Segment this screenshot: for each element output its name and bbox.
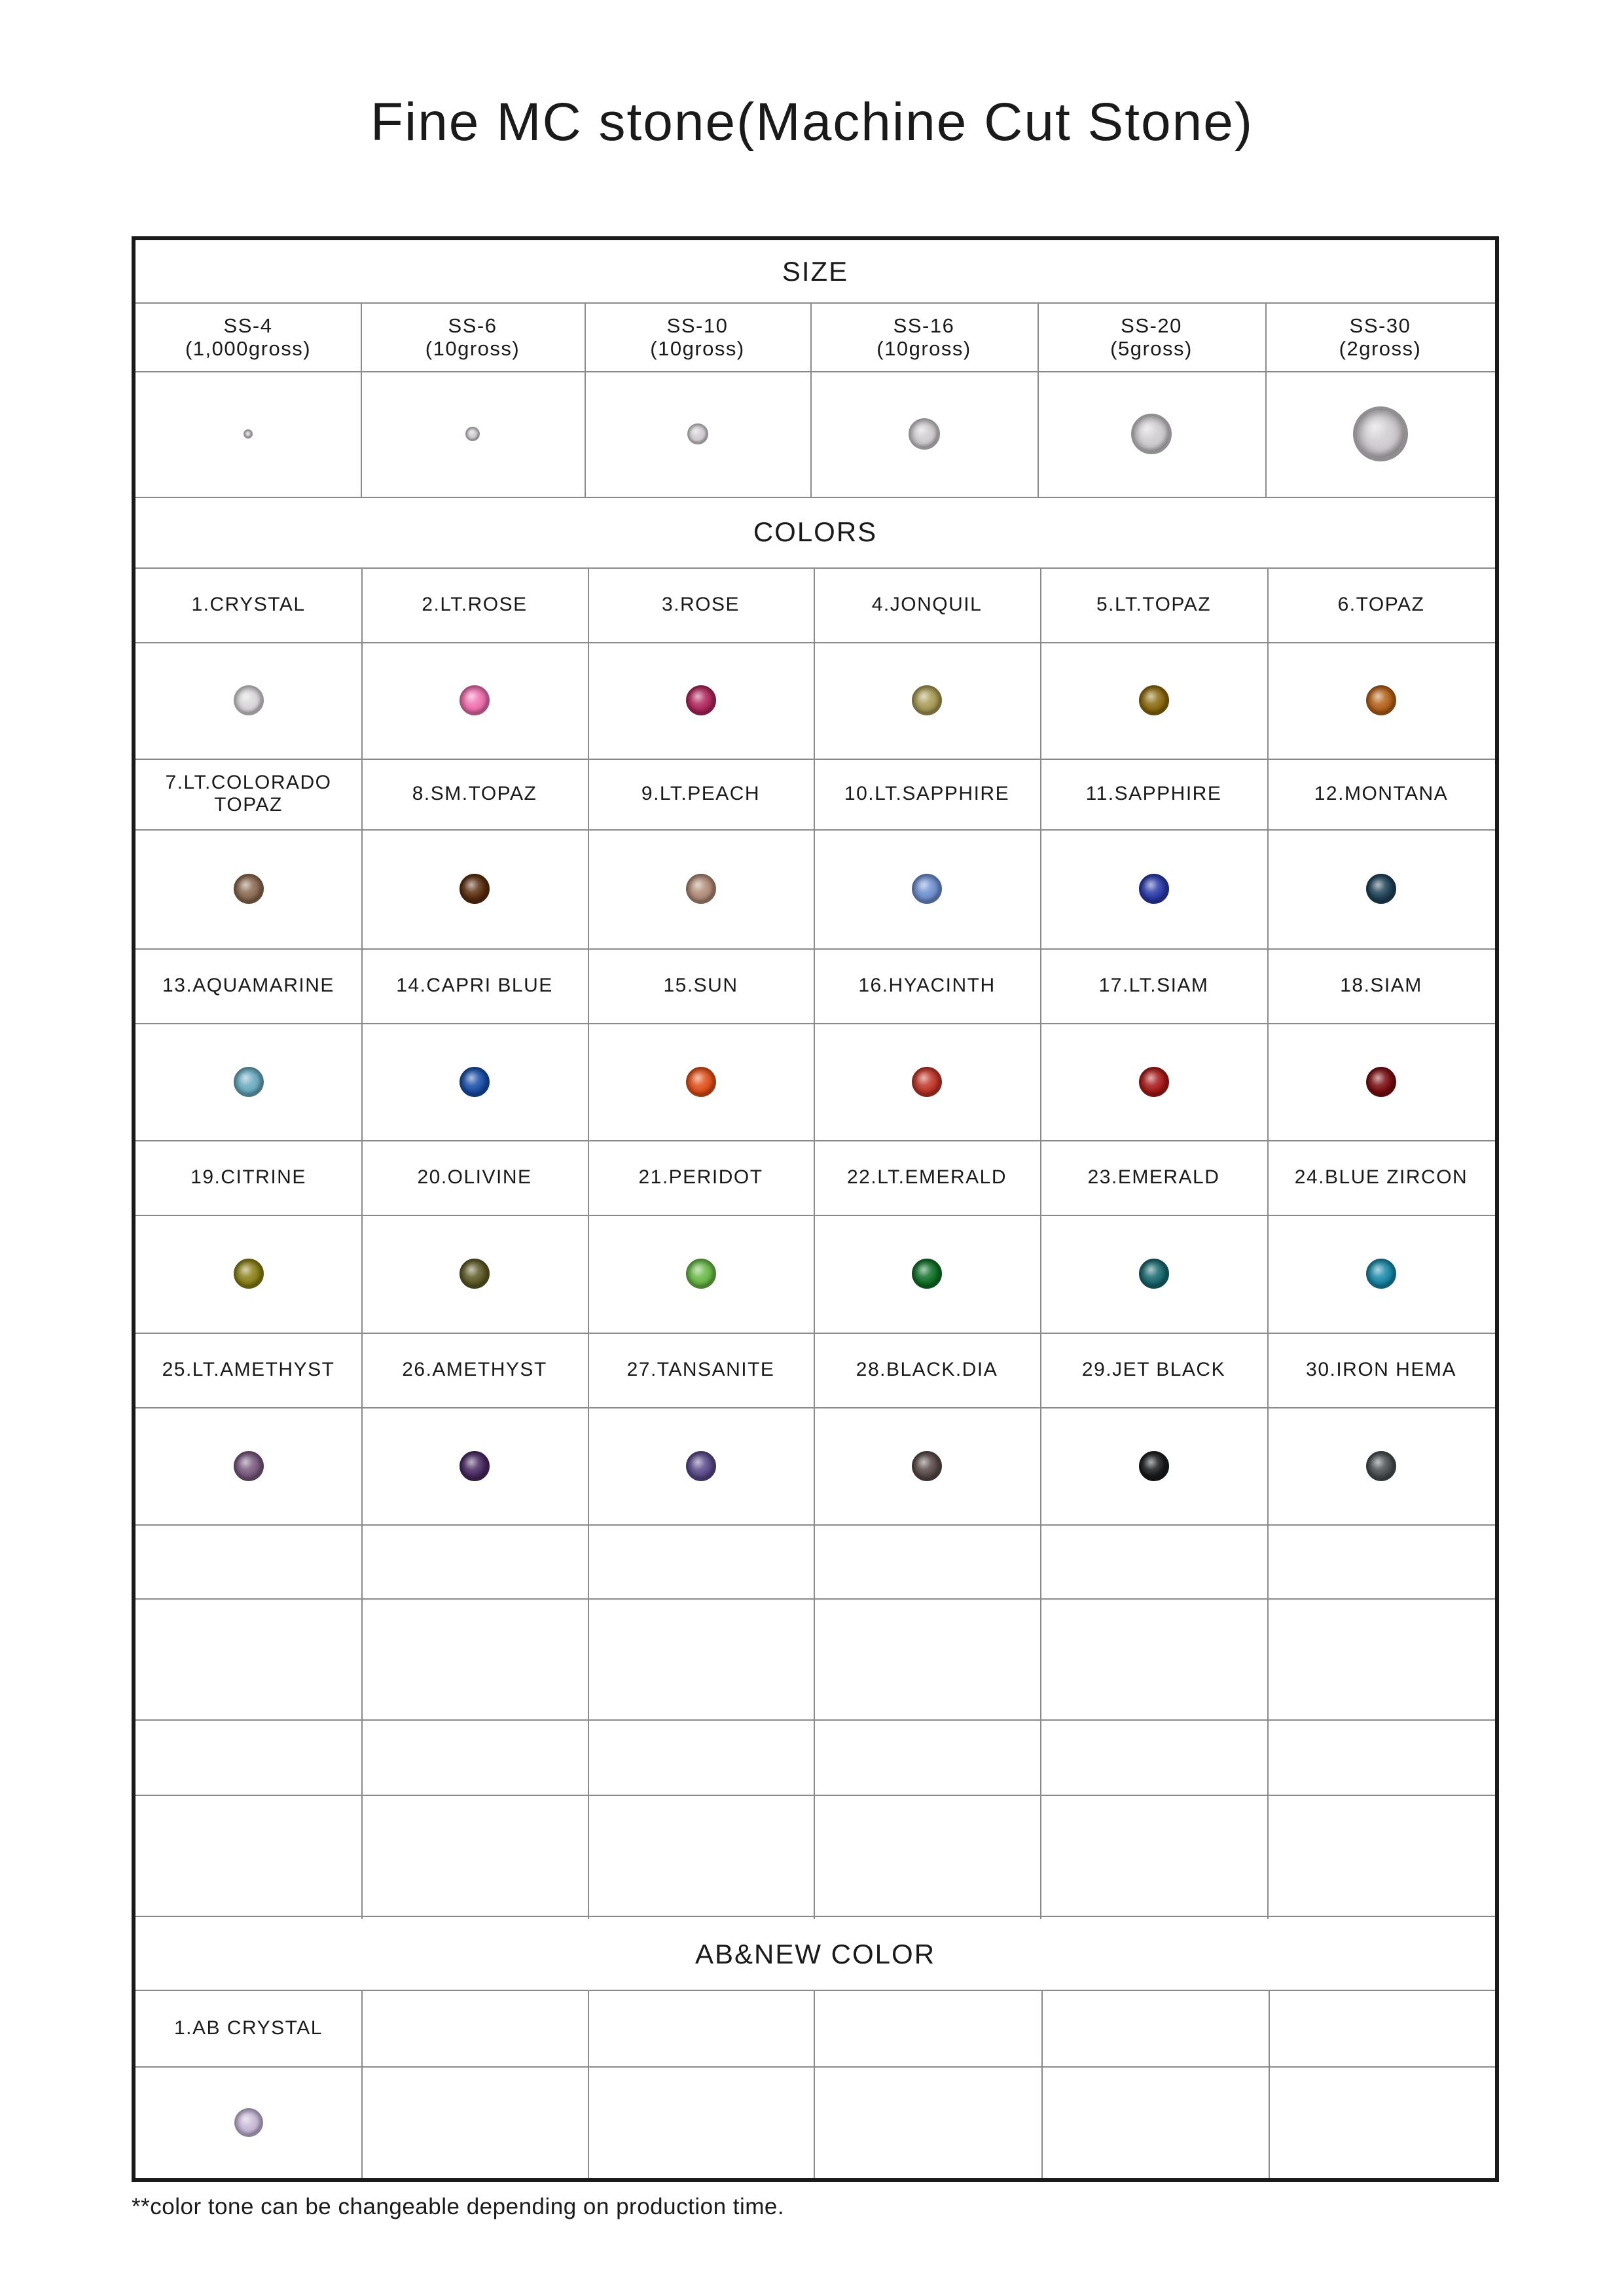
- color-sample-cell: [814, 1407, 1040, 1524]
- color-sample-cell: [588, 1407, 814, 1524]
- footnote: **color tone can be changeable depending on production time.: [132, 2194, 785, 2219]
- color-sample-cell: [135, 1215, 361, 1333]
- size-sample-cell: [135, 371, 361, 497]
- color-name: 21.PERIDOT: [638, 1166, 763, 1188]
- grid-line: [361, 567, 363, 1919]
- size-quantity: (10gross): [876, 336, 971, 360]
- color-sample-cell: [1267, 1215, 1495, 1333]
- grid-line: [588, 567, 589, 1919]
- grid-line: [814, 1990, 815, 2178]
- grid-line: [361, 1990, 363, 2178]
- stone-icon: [912, 1259, 942, 1289]
- color-label-cell: [135, 1333, 361, 1407]
- color-label-cell: [814, 948, 1040, 1023]
- empty-row-divider: [135, 1598, 1495, 1600]
- stone-icon: [912, 1451, 942, 1481]
- color-sample-cell: [588, 829, 814, 948]
- color-sample-cell: [1040, 1407, 1267, 1524]
- size-sample-cell: [1038, 371, 1265, 497]
- color-sample-cell: [361, 1023, 588, 1140]
- size-sample-cell: [361, 371, 585, 497]
- size-section-bottom: [135, 497, 1495, 498]
- color-label-cell: [588, 1333, 814, 1407]
- size-quantity: (10gross): [425, 336, 520, 360]
- size-sample-cell: [1265, 371, 1495, 497]
- color-name: 11.SAPPHIRE: [1085, 783, 1222, 804]
- color-name: 19.CITRINE: [190, 1166, 306, 1188]
- stone-icon: [1139, 874, 1169, 904]
- empty-row-divider: [135, 1795, 1495, 1796]
- color-sample-cell: [135, 1407, 361, 1524]
- color-name: 1.CRYSTAL: [191, 594, 306, 615]
- color-name: 16.HYACINTH: [858, 975, 996, 996]
- stone-icon: [460, 1067, 490, 1097]
- color-label-cell: [588, 1140, 814, 1215]
- color-sample-cell: [1040, 829, 1267, 948]
- ab-color-label-cell: [135, 1990, 361, 2066]
- colors-section-header: COLORS: [753, 516, 878, 547]
- stone-icon: [912, 685, 942, 715]
- page-title: Fine MC stone(Machine Cut Stone): [370, 92, 1254, 152]
- stone-icon: [460, 874, 490, 904]
- stone-icon: [1366, 874, 1396, 904]
- stone-icon: [1139, 1451, 1169, 1481]
- stone-icon: [1366, 1259, 1396, 1289]
- ab-stone-icon: [234, 2108, 263, 2137]
- ab-color-name: 1.AB CRYSTAL: [174, 2017, 323, 2039]
- size-sample-cell: [810, 371, 1038, 497]
- stone-icon: [686, 685, 716, 715]
- color-name: 26.AMETHYST: [402, 1359, 547, 1380]
- color-name: 14.CAPRI BLUE: [396, 975, 553, 996]
- color-label-cell: [1040, 1140, 1267, 1215]
- color-label-cell: [135, 948, 361, 1023]
- color-sample-cell: [588, 1023, 814, 1140]
- color-name: 22.LT.EMERALD: [846, 1166, 1007, 1188]
- empty-row-divider: [135, 1916, 1495, 1917]
- size-section-header: SIZE: [782, 255, 849, 287]
- color-label-cell: [361, 1140, 588, 1215]
- size-label-ss-16: [810, 302, 1038, 371]
- color-sample-cell: [1267, 642, 1495, 759]
- color-sample-cell: [135, 829, 361, 948]
- crystal-stone-icon: [244, 429, 253, 439]
- color-name: 8.SM.TOPAZ: [412, 783, 537, 804]
- stone-icon: [686, 874, 716, 904]
- color-label-cell: [1267, 759, 1495, 829]
- grid-line: [1041, 1990, 1043, 2178]
- stone-icon: [686, 1259, 716, 1289]
- grid-line: [1267, 567, 1269, 1919]
- color-label-cell: [1267, 567, 1495, 642]
- color-label-cell: [814, 567, 1040, 642]
- color-label-cell: [588, 948, 814, 1023]
- color-name: 18.SIAM: [1340, 975, 1422, 996]
- stone-icon: [912, 874, 942, 904]
- color-sample-cell: [361, 642, 588, 759]
- color-sample-cell: [1267, 1407, 1495, 1524]
- color-name: 5.LT.TOPAZ: [1096, 594, 1212, 615]
- stone-icon: [1366, 1451, 1396, 1481]
- color-name: 7.LT.COLORADO TOPAZ: [165, 772, 332, 816]
- size-name: SS-10: [666, 314, 729, 337]
- stone-icon: [234, 874, 264, 904]
- stone-icon: [460, 1451, 490, 1481]
- color-label-cell: [1267, 1333, 1495, 1407]
- stone-icon: [1366, 685, 1396, 715]
- color-row-divider: [135, 1524, 1495, 1526]
- color-sample-cell: [814, 1023, 1040, 1140]
- color-sample-cell: [1040, 1215, 1267, 1333]
- size-name: SS-6: [448, 314, 497, 337]
- color-label-cell: [135, 1140, 361, 1215]
- size-label-ss-30: [1265, 302, 1495, 371]
- stone-icon: [460, 1259, 490, 1289]
- ab-color-sample-cell: [135, 2066, 361, 2178]
- color-label-cell: [588, 759, 814, 829]
- color-label-cell: [361, 759, 588, 829]
- stone-icon: [234, 1451, 264, 1481]
- size-quantity: (10gross): [650, 336, 745, 360]
- color-name: 9.LT.PEACH: [641, 783, 761, 804]
- color-sample-cell: [814, 829, 1040, 948]
- color-name: 23.EMERALD: [1087, 1166, 1220, 1188]
- grid-line: [1269, 1990, 1270, 2178]
- color-label-cell: [361, 567, 588, 642]
- color-sample-cell: [588, 1215, 814, 1333]
- grid-line: [814, 567, 815, 1919]
- stone-icon: [234, 1067, 264, 1097]
- stone-icon: [912, 1067, 942, 1097]
- color-name: 13.AQUAMARINE: [162, 975, 334, 996]
- size-quantity: (5gross): [1110, 336, 1193, 360]
- stone-icon: [1139, 685, 1169, 715]
- grid-line: [1040, 567, 1041, 1919]
- size-name: SS-20: [1121, 314, 1182, 337]
- stone-icon: [1139, 1259, 1169, 1289]
- color-name: 10.LT.SAPPHIRE: [844, 783, 1010, 804]
- size-label-ss-20: [1038, 302, 1265, 371]
- size-label-ss-10: [585, 302, 810, 371]
- stone-icon: [234, 1259, 264, 1289]
- color-name: 25.LT.AMETHYST: [162, 1359, 335, 1380]
- color-sample-cell: [814, 642, 1040, 759]
- color-label-cell: [588, 567, 814, 642]
- stone-chart-table: [132, 236, 1499, 2182]
- stone-icon: [686, 1067, 716, 1097]
- color-label-cell: [814, 759, 1040, 829]
- color-label-cell: [1267, 948, 1495, 1023]
- empty-row-divider: [135, 1719, 1495, 1721]
- grid-line: [588, 1990, 589, 2178]
- color-name: 29.JET BLACK: [1081, 1359, 1226, 1380]
- stone-icon: [460, 685, 490, 715]
- color-sample-cell: [1040, 642, 1267, 759]
- color-name: 20.OLIVINE: [417, 1166, 532, 1188]
- stone-icon: [1366, 1067, 1396, 1097]
- color-name: 27.TANSANITE: [626, 1359, 775, 1380]
- size-label-ss-6: [361, 302, 585, 371]
- crystal-stone-icon: [1131, 414, 1172, 454]
- color-label-cell: [1040, 567, 1267, 642]
- color-sample-cell: [814, 1215, 1040, 1333]
- color-sample-cell: [361, 1215, 588, 1333]
- crystal-stone-icon: [687, 423, 708, 444]
- color-name: 30.IRON HEMA: [1306, 1359, 1456, 1380]
- color-name: 15.SUN: [663, 975, 738, 996]
- color-label-cell: [135, 759, 361, 829]
- color-label-cell: [361, 1333, 588, 1407]
- size-sample-cell: [585, 371, 810, 497]
- ab-section-header: AB&NEW COLOR: [695, 1939, 936, 1969]
- size-quantity: (2gross): [1339, 336, 1422, 360]
- stone-icon: [686, 1451, 716, 1481]
- crystal-stone-icon: [1353, 406, 1408, 461]
- size-quantity: (1,000gross): [185, 336, 312, 360]
- color-label-cell: [814, 1333, 1040, 1407]
- color-sample-cell: [361, 829, 588, 948]
- stone-icon: [1139, 1067, 1169, 1097]
- size-name: SS-30: [1349, 314, 1411, 337]
- color-name: 2.LT.ROSE: [422, 594, 528, 615]
- color-name: 24.BLUE ZIRCON: [1294, 1166, 1468, 1188]
- color-name: 6.TOPAZ: [1337, 594, 1425, 615]
- color-sample-cell: [135, 642, 361, 759]
- color-label-cell: [1040, 948, 1267, 1023]
- color-label-cell: [1040, 1333, 1267, 1407]
- color-name: 28.BLACK.DIA: [856, 1359, 998, 1380]
- size-name: SS-16: [893, 314, 955, 337]
- color-name: 17.LT.SIAM: [1098, 975, 1209, 996]
- color-label-cell: [1040, 759, 1267, 829]
- color-name: 12.MONTANA: [1314, 783, 1449, 804]
- color-sample-cell: [1040, 1023, 1267, 1140]
- crystal-stone-icon: [465, 427, 480, 441]
- color-label-cell: [814, 1140, 1040, 1215]
- color-name: 3.ROSE: [661, 594, 740, 615]
- color-label-cell: [361, 948, 588, 1023]
- color-sample-cell: [1267, 829, 1495, 948]
- color-sample-cell: [588, 642, 814, 759]
- size-name: SS-4: [223, 314, 273, 337]
- size-label-ss-4: [135, 302, 361, 371]
- color-name: 4.JONQUIL: [871, 594, 983, 615]
- stone-icon: [234, 685, 264, 715]
- color-label-cell: [1267, 1140, 1495, 1215]
- color-label-cell: [135, 567, 361, 642]
- crystal-stone-icon: [909, 418, 940, 450]
- color-sample-cell: [135, 1023, 361, 1140]
- color-sample-cell: [1267, 1023, 1495, 1140]
- color-sample-cell: [361, 1407, 588, 1524]
